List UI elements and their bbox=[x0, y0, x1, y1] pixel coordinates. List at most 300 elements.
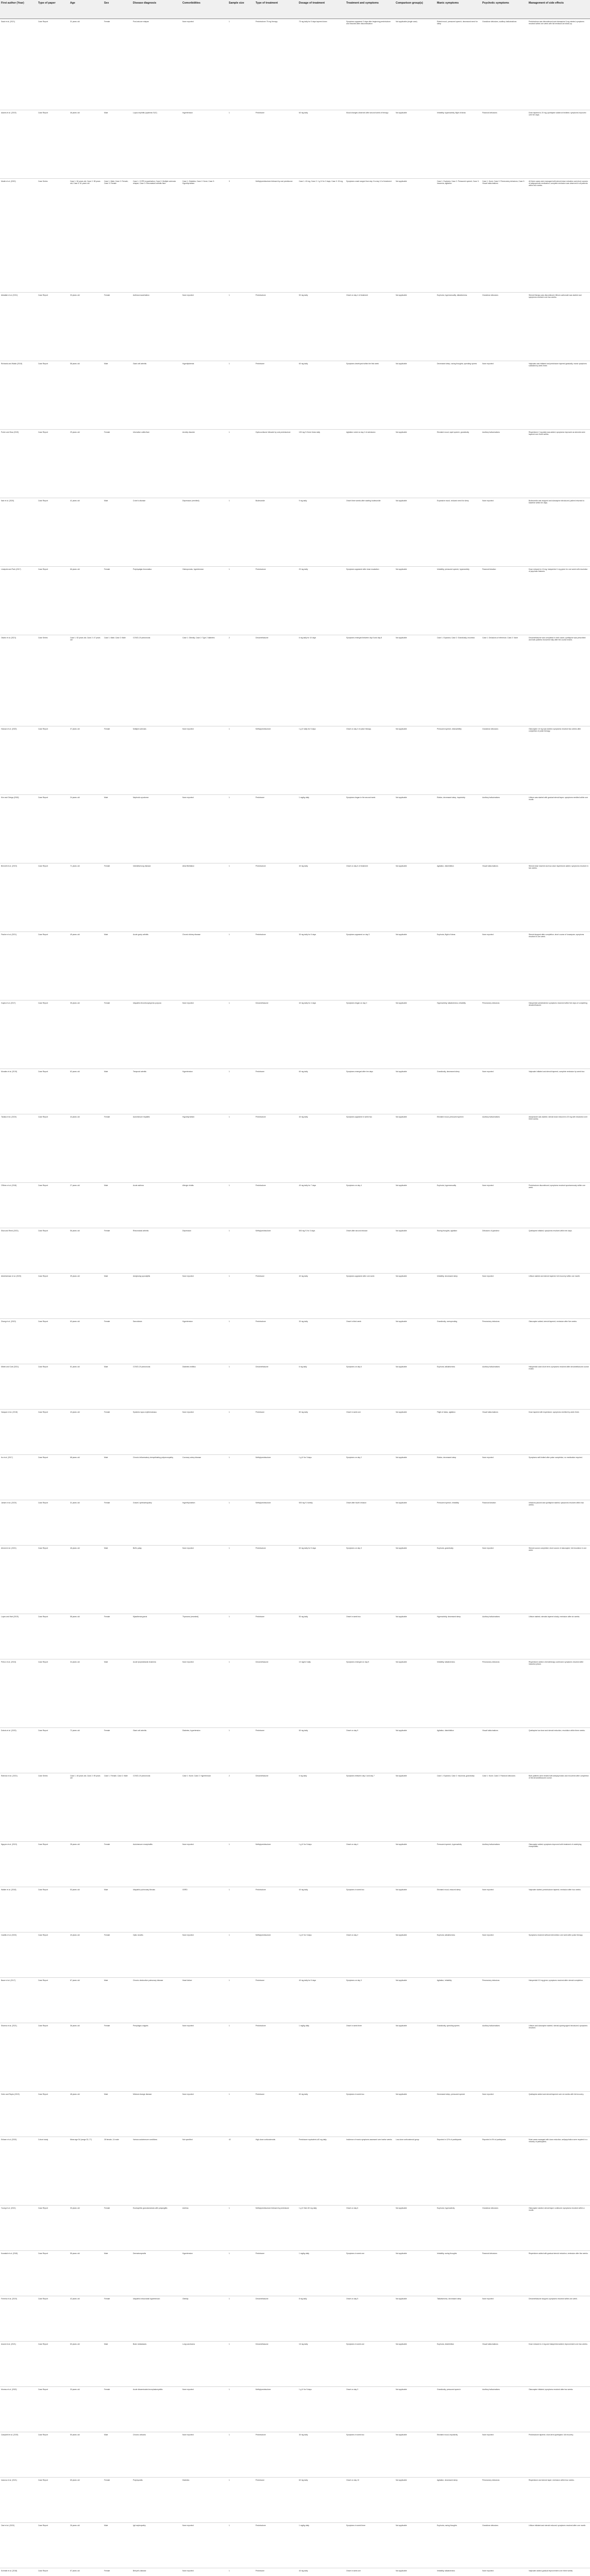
comparison-cell: Not applicable bbox=[395, 567, 436, 635]
table-row bbox=[0, 795, 590, 863]
sample-size-cell: 1 bbox=[228, 1114, 255, 1183]
dosage-cell: 1 mg/kg daily bbox=[298, 2523, 345, 2568]
sex-cell: Female bbox=[103, 2206, 132, 2251]
dosage-cell: 60 mg daily bbox=[298, 1069, 345, 1114]
sample-size-cell: 1 bbox=[228, 1546, 255, 1614]
table-row bbox=[0, 293, 590, 361]
treatment-cell: Dexamethasone bbox=[255, 2342, 298, 2387]
diagnosis-cell: COVID-19 pneumonia bbox=[132, 635, 181, 726]
column-header: Psychotic symptoms bbox=[481, 0, 528, 19]
treatment-cell: Methylprednisolone bbox=[255, 1228, 298, 1274]
manic-cell: Euphoria, talkativeness bbox=[436, 1933, 481, 1978]
treatment-cell: Prednisolone bbox=[255, 932, 298, 1001]
type-cell: Case Report bbox=[37, 1455, 69, 1500]
sex-cell: Female bbox=[103, 2023, 132, 2092]
sex-cell: Case 1: Male; Case 2: Female; Case 3: Female bbox=[103, 179, 132, 293]
sample-size-cell: 1 bbox=[228, 498, 255, 567]
table-row bbox=[0, 2523, 590, 2568]
treatment-cell: Prednisolone bbox=[255, 2432, 298, 2478]
treatment-cell: Prednisone bbox=[255, 1978, 298, 2023]
diagnosis-cell: Lupus nephritis (systemic SLE) bbox=[132, 110, 181, 179]
dosage-cell: 60 mg daily for 5 days bbox=[298, 1546, 345, 1614]
management-cell: Steroid dose lowered and low-dose risperidone added; symptoms resolved in two weeks. bbox=[528, 863, 590, 932]
table-row bbox=[0, 2387, 590, 2432]
psychotic-cell: Visual hallucinations bbox=[481, 2342, 528, 2387]
type-cell: Case Report bbox=[37, 1500, 69, 1546]
type-cell: Case Report bbox=[37, 1728, 69, 1773]
treatment-cell: Methylprednisolone bbox=[255, 1455, 298, 1500]
symptoms-cell: Symptoms on day 4 bbox=[345, 1183, 395, 1228]
management-cell: Most cases managed with dose reduction; antipsychotics were required in a minority of participants. bbox=[528, 2137, 590, 2206]
comparison-cell: Not applicable bbox=[395, 863, 436, 932]
psychotic-cell: Visual hallucinations bbox=[481, 1410, 528, 1455]
comorbidities-cell: None reported bbox=[181, 795, 228, 863]
treatment-cell: Prednisolone bbox=[255, 293, 298, 361]
age-cell: 53 years old bbox=[69, 1887, 103, 1933]
symptoms-cell: Onset on day 5 bbox=[345, 2296, 395, 2342]
symptoms-cell: Symptoms in week two bbox=[345, 2092, 395, 2137]
comorbidities-cell: Case 1: None; Case 2: Hypertension bbox=[181, 1773, 228, 1842]
table-row bbox=[0, 179, 590, 293]
symptoms-cell: Symptoms emerged between day 5 and day 8 bbox=[345, 635, 395, 726]
psychotic-cell: None reported bbox=[481, 1933, 528, 1978]
sample-size-cell: 1 bbox=[228, 1001, 255, 1069]
manic-cell: Agitation, disinhibition bbox=[436, 1728, 481, 1773]
comparison-cell: Not applicable bbox=[395, 1183, 436, 1228]
comorbidities-cell: Diabetes mellitus bbox=[181, 1364, 228, 1410]
dosage-cell: 10 mg/m2 daily bbox=[298, 1659, 345, 1728]
author-cell: Osei et al. (2020) bbox=[0, 2523, 37, 2568]
age-cell: 44 years old bbox=[69, 1114, 103, 1183]
sample-size-cell: 1 bbox=[228, 2432, 255, 2478]
management-cell: Budesonide was stopped and olanzapine introduced; patient returned to baseline within ten days. bbox=[528, 498, 590, 567]
sex-cell: Case 1: Male; Case 2: Male bbox=[103, 635, 132, 726]
age-cell: 40 years old bbox=[69, 1933, 103, 1978]
management-cell: Dexamethasone stopped; symptoms resolved within one week. bbox=[528, 2296, 590, 2342]
type-cell: Case Report bbox=[37, 1614, 69, 1659]
diagnosis-cell: Polymyositis bbox=[132, 2478, 181, 2523]
author-cell: Rahman et al. (2021) bbox=[0, 1773, 37, 1842]
column-header: Treatment and symptoms bbox=[345, 0, 395, 19]
comorbidities-cell: Hypertension bbox=[181, 1069, 228, 1114]
sample-size-cell: 1 bbox=[228, 2342, 255, 2387]
table-row bbox=[0, 1455, 590, 1500]
manic-cell: Euphoria, flight of ideas bbox=[436, 932, 481, 1001]
table-row bbox=[0, 1500, 590, 1546]
table-row bbox=[0, 361, 590, 430]
age-cell: 35 years old bbox=[69, 1001, 103, 1069]
age-cell: 48 years old bbox=[69, 2092, 103, 2137]
manic-cell: Hyperactivity, talkativeness, irritability bbox=[436, 1001, 481, 1069]
age-cell: 66 years old bbox=[69, 567, 103, 635]
symptoms-cell: Onset in week three bbox=[345, 2023, 395, 2092]
management-cell: Steroid stopped after completion; short course of lorazepam; symptoms resolved in one week. bbox=[528, 932, 590, 1001]
management-cell: Olanzapine started; steroid taper continued; symptoms resolved within a month. bbox=[528, 2206, 590, 2251]
table-row bbox=[0, 2023, 590, 2092]
comparison-cell: Not applicable bbox=[395, 795, 436, 863]
psychotic-cell: Persecutory delusions bbox=[481, 1978, 528, 2023]
table-row bbox=[0, 635, 590, 726]
sample-size-cell: 1 bbox=[228, 293, 255, 361]
age-cell: 30 years old bbox=[69, 2206, 103, 2251]
management-cell: Quetiapine low dose and steroid reduction; resolution within three weeks. bbox=[528, 1728, 590, 1773]
symptoms-cell: Symptoms in week two bbox=[345, 1887, 395, 1933]
manic-cell: Irritability, racing thoughts bbox=[436, 2251, 481, 2296]
treatment-cell: Methylprednisolone followed by prednisone bbox=[255, 2206, 298, 2251]
management-cell: Both patients were treated with antipsychotics and recovered after completion of the dexamethasone course. bbox=[528, 1773, 590, 1842]
comorbidities-cell: Diabetes bbox=[181, 2478, 228, 2523]
column-header: First author (Year) bbox=[0, 0, 37, 19]
type-cell: Case Series bbox=[37, 635, 69, 726]
dosage-cell: 1 mg/kg daily bbox=[298, 795, 345, 863]
column-header: Management of side effects bbox=[528, 0, 590, 19]
type-cell: Case Report bbox=[37, 1546, 69, 1614]
symptoms-cell: Symptoms began in the second week bbox=[345, 795, 395, 863]
treatment-cell: Dexamethasone bbox=[255, 2296, 298, 2342]
dosage-cell: 1 mg/kg daily bbox=[298, 2023, 345, 2092]
age-cell: 72 years old bbox=[69, 1728, 103, 1773]
author-cell: Kim and Ortega (2018) bbox=[0, 795, 37, 863]
comorbidities-cell: Obesity bbox=[181, 2296, 228, 2342]
diagnosis-cell: Multiple sclerosis bbox=[132, 726, 181, 795]
diagnosis-cell: Chronic inflammatory demyelinating polyneuropathy bbox=[132, 1455, 181, 1500]
diagnosis-cell: Behçet's disease bbox=[132, 2568, 181, 2576]
diagnosis-cell: Acute disseminated encephalomyelitis bbox=[132, 2387, 181, 2432]
treatment-cell: Prednisolone bbox=[255, 1319, 298, 1364]
sample-size-cell: 1 bbox=[228, 2523, 255, 2568]
treatment-cell: Methylprednisolone bbox=[255, 726, 298, 795]
comparison-cell: Not applicable bbox=[395, 1069, 436, 1114]
age-cell: 46 years old bbox=[69, 1546, 103, 1614]
sample-size-cell: 1 bbox=[228, 2206, 255, 2251]
psychotic-cell: None reported bbox=[481, 1455, 528, 1500]
age-cell: 60 years old bbox=[69, 2342, 103, 2387]
psychotic-cell: None reported bbox=[481, 1887, 528, 1933]
psychotic-cell: Grandiose delusions bbox=[481, 293, 528, 361]
manic-cell: Decreased sleep, racing thoughts, spending sprees bbox=[436, 361, 481, 430]
dosage-cell: 100 mg IV three times daily bbox=[298, 430, 345, 498]
symptoms-cell: Symptoms in week one bbox=[345, 2342, 395, 2387]
diagnosis-cell: Chronic obstructive pulmonary disease bbox=[132, 1978, 181, 2023]
psychotic-cell: Grandiose delusions bbox=[481, 2206, 528, 2251]
age-cell: 28 years old bbox=[69, 1842, 103, 1887]
dosage-cell: 40 mg daily bbox=[298, 1114, 345, 1183]
author-cell: Zhang et al. (2019) bbox=[0, 1319, 37, 1364]
treatment-cell: Prednisone bbox=[255, 1614, 298, 1659]
table-row bbox=[0, 1887, 590, 1933]
psychotic-cell: Auditory hallucinations bbox=[481, 2023, 528, 2092]
manic-cell: Grandiosity, pressured speech bbox=[436, 2387, 481, 2432]
type-cell: Case Report bbox=[37, 1069, 69, 1114]
type-cell: Case Report bbox=[37, 293, 69, 361]
symptoms-cell: Symptoms on day 3 bbox=[345, 1978, 395, 2023]
psychotic-cell: Case 1: Delusions of reference; Case 2: None bbox=[481, 635, 528, 726]
treatment-cell: Prednisolone bbox=[255, 863, 298, 932]
psychotic-cell: Grandiose delusions, auditory hallucinations bbox=[481, 19, 528, 110]
age-cell: 68 years old bbox=[69, 1455, 103, 1500]
symptoms-cell: Onset on day 9 bbox=[345, 1728, 395, 1773]
author-cell: Hassan et al. (2020) bbox=[0, 726, 37, 795]
comparison-cell: Not applicable bbox=[395, 110, 436, 179]
age-cell: 58 years old bbox=[69, 1614, 103, 1659]
age-cell: 50 years old bbox=[69, 2432, 103, 2478]
sample-size-cell: 2 bbox=[228, 1773, 255, 1842]
management-cell: Dose reduced to 10 mg; haloperidol 1 mg given for one week with resolution of psychotic features. bbox=[528, 567, 590, 635]
diagnosis-cell: Ulcerative colitis flare bbox=[132, 430, 181, 498]
sample-size-cell: 1 bbox=[228, 1455, 255, 1500]
manic-cell: Euphoria, racing thoughts bbox=[436, 2523, 481, 2568]
author-cell: Anand et al. (2021) bbox=[0, 2342, 37, 2387]
management-cell: Valproate started; prednisolone tapered; remission after four weeks. bbox=[528, 1887, 590, 1933]
dosage-cell: 30 mg daily bbox=[298, 2432, 345, 2478]
table-row bbox=[0, 2251, 590, 2296]
sex-cell: Female bbox=[103, 567, 132, 635]
author-cell: Martin et al. (2020) bbox=[0, 179, 37, 293]
treatment-cell: Prednisone bbox=[255, 361, 298, 430]
type-cell: Case Report bbox=[37, 2478, 69, 2523]
type-cell: Case Report bbox=[37, 2432, 69, 2478]
sex-cell: Case 1: Female; Case 2: Male bbox=[103, 1773, 132, 1842]
management-cell: Quetiapine added and steroid tapered over six weeks with full recovery. bbox=[528, 2092, 590, 2137]
author-cell: Sharma et al. (2021) bbox=[0, 2023, 37, 2092]
symptoms-cell: Onset in week two bbox=[345, 1614, 395, 1659]
psychotic-cell: Reported in 5% of participants bbox=[481, 2137, 528, 2206]
comorbidities-cell: None reported bbox=[181, 1933, 228, 1978]
management-cell: Haloperidol administered; symptoms resolved within five days of completing dexamethasone. bbox=[528, 1001, 590, 1069]
comparison-cell: Not applicable bbox=[395, 2251, 436, 2296]
sex-cell: Male bbox=[103, 1978, 132, 2023]
management-cell: Valproate was initiated and prednisone tapered gradually; manic symptoms subsided by week three. bbox=[528, 361, 590, 430]
manic-cell: Elated mood, pressured speech, decreased need for sleep bbox=[436, 19, 481, 110]
management-cell: Dose tapered to 20 mg; quetiapine added at bedtime; symptoms improved over ten days. bbox=[528, 110, 590, 179]
sex-cell: Female bbox=[103, 863, 132, 932]
sex-cell: Male bbox=[103, 1546, 132, 1614]
dosage-cell: 9 mg daily bbox=[298, 498, 345, 567]
age-cell: 62 years old bbox=[69, 1069, 103, 1114]
sex-cell: Female bbox=[103, 1001, 132, 1069]
author-cell: Ito et al. (2017) bbox=[0, 1455, 37, 1500]
manic-cell: Euphoria, hypersexuality, talkativeness bbox=[436, 293, 481, 361]
table-row bbox=[0, 1183, 590, 1228]
psychotic-cell: None reported bbox=[481, 1546, 528, 1614]
diagnosis-cell: Case 1: COPD exacerbation; Case 2: Multiple sclerosis relapse; Case 3: Rheumatoid arthritis flare bbox=[132, 179, 181, 293]
comorbidities-cell: None reported bbox=[181, 1001, 228, 1069]
sample-size-cell: 1 bbox=[228, 726, 255, 795]
sex-cell: Female bbox=[103, 19, 132, 110]
symptoms-cell: Symptoms in week two bbox=[345, 2432, 395, 2478]
dosage-cell: 8 mg daily bbox=[298, 2296, 345, 2342]
age-cell: 63 years old bbox=[69, 1319, 103, 1364]
treatment-cell: Dexamethasone bbox=[255, 1659, 298, 1728]
author-cell: O'Brien et al. (2018) bbox=[0, 1183, 37, 1228]
psychotic-cell: None reported bbox=[481, 932, 528, 1001]
author-cell: Castillo et al. (2020) bbox=[0, 1933, 37, 1978]
comorbidities-cell: Hypothyroidism bbox=[181, 1114, 228, 1183]
symptoms-cell: Incidence of manic symptoms assessed over twelve weeks bbox=[345, 2137, 395, 2206]
table-row bbox=[0, 2432, 590, 2478]
table-row bbox=[0, 1274, 590, 1319]
column-header: Type of treatment bbox=[255, 0, 298, 19]
management-cell: Steroid therapy was discontinued; lithium carbonate was started and symptoms resolved over two weeks. bbox=[528, 293, 590, 361]
column-header: Sex bbox=[103, 0, 132, 19]
treatment-cell: Hydrocortisone followed by oral prednisolone bbox=[255, 430, 298, 498]
symptoms-cell: Onset in week one bbox=[345, 1410, 395, 1455]
dosage-cell: 30 mg daily for 5 days bbox=[298, 932, 345, 1001]
treatment-cell: Methylprednisolone bbox=[255, 2387, 298, 2432]
psychotic-cell: None reported bbox=[481, 1069, 528, 1114]
sex-cell: Male bbox=[103, 1887, 132, 1933]
sex-cell: Female bbox=[103, 2387, 132, 2432]
comparison-cell: Not applicable bbox=[395, 635, 436, 726]
diagnosis-cell: Interstitial lung disease bbox=[132, 863, 181, 932]
comorbidities-cell: Depression bbox=[181, 1228, 228, 1274]
psychotic-cell: Paranoid delusions bbox=[481, 2251, 528, 2296]
symptoms-cell: Symptoms began on day 2 bbox=[345, 1001, 395, 1069]
comorbidities-cell: Diabetes, hypertension bbox=[181, 1728, 228, 1773]
age-cell: 26 years old bbox=[69, 2523, 103, 2568]
manic-cell: Pressured speech, distractibility bbox=[436, 726, 481, 795]
diagnosis-cell: Pemphigus vulgaris bbox=[132, 2023, 181, 2092]
diagnosis-cell: Systemic lupus erythematosus bbox=[132, 1410, 181, 1455]
symptoms-cell: Symptoms appeared in week two bbox=[345, 1114, 395, 1183]
dosage-cell: 1 g IV then 60 mg daily bbox=[298, 2206, 345, 2251]
symptoms-cell: Mood changes observed after second week of therapy bbox=[345, 110, 395, 179]
symptoms-cell: Symptoms between day 4 and day 7 bbox=[345, 1773, 395, 1842]
management-cell: Risperidone added with gradual steroid reduction; remission after five weeks. bbox=[528, 2251, 590, 2296]
comorbidities-cell: None reported bbox=[181, 1274, 228, 1319]
age-cell: 43 years old bbox=[69, 1410, 103, 1455]
sex-cell: Female bbox=[103, 1842, 132, 1887]
sample-size-cell: 1 bbox=[228, 1887, 255, 1933]
diagnosis-cell: Acute lymphoblastic leukemia bbox=[132, 1659, 181, 1728]
table-row bbox=[0, 1773, 590, 1842]
type-cell: Case Report bbox=[37, 1887, 69, 1933]
sample-size-cell: 1 bbox=[228, 795, 255, 863]
diagnosis-cell: Autoimmune encephalitis bbox=[132, 1842, 181, 1887]
management-cell: Risperidone and steroid taper; remission within four weeks. bbox=[528, 2478, 590, 2523]
comparison-cell: Not applicable bbox=[395, 1728, 436, 1773]
table-row bbox=[0, 430, 590, 498]
type-cell: Case Report bbox=[37, 1228, 69, 1274]
sex-cell: Male bbox=[103, 1364, 132, 1410]
author-cell: Lopez and Hart (2019) bbox=[0, 1614, 37, 1659]
age-cell: 24 years old bbox=[69, 795, 103, 863]
treatment-cell: Methylprednisolone bbox=[255, 1500, 298, 1546]
diagnosis-cell: COVID-19 pneumonia bbox=[132, 1773, 181, 1842]
comparison-cell: Not applicable bbox=[395, 2568, 436, 2576]
sex-cell: Female bbox=[103, 1500, 132, 1546]
comparison-cell: Not applicable bbox=[395, 1887, 436, 1933]
sample-size-cell: 1 bbox=[228, 932, 255, 1001]
comparison-cell: Not applicable bbox=[395, 1319, 436, 1364]
dosage-cell: 1 g IV for 3 days bbox=[298, 1933, 345, 1978]
type-cell: Case Report bbox=[37, 2342, 69, 2387]
manic-cell: Euphoria, hyperactivity bbox=[436, 2206, 481, 2251]
type-cell: Case Report bbox=[37, 1978, 69, 2023]
comparison-cell: Not applicable bbox=[395, 1842, 436, 1887]
diagnosis-cell: Sarcoidosis bbox=[132, 1319, 181, 1364]
management-cell: Aripiprazole was started; steroid dose reduced to 20 mg with resolution over three weeks. bbox=[528, 1114, 590, 1183]
author-cell: Fischer et al. (2021) bbox=[0, 932, 37, 1001]
author-cell: Ferreira et al. (2019) bbox=[0, 2296, 37, 2342]
sample-size-cell: 1 bbox=[228, 1228, 255, 1274]
comorbidities-cell: None reported bbox=[181, 2387, 228, 2432]
management-cell: Olanzapine added; symptoms improved with treatment of underlying encephalitis. bbox=[528, 1842, 590, 1887]
dosage-cell: 1 mg/kg daily bbox=[298, 2251, 345, 2296]
table-row bbox=[0, 19, 590, 110]
treatment-cell: Methylprednisolone followed by oral prednisone bbox=[255, 179, 298, 293]
author-cell: Richards and Walsh (2018) bbox=[0, 361, 37, 430]
sample-size-cell: 1 bbox=[228, 1842, 255, 1887]
comparison-cell: Not applicable bbox=[395, 1614, 436, 1659]
comparison-cell: Not applicable bbox=[395, 1364, 436, 1410]
symptoms-cell: Onset on day 10 bbox=[345, 2478, 395, 2523]
symptoms-cell: Onset in week one bbox=[345, 2568, 395, 2576]
dosage-cell: 6 mg daily bbox=[298, 1364, 345, 1410]
manic-cell: Grandiosity, decreased sleep bbox=[436, 1069, 481, 1114]
type-cell: Case Report bbox=[37, 110, 69, 179]
sex-cell: Female bbox=[103, 1933, 132, 1978]
management-cell: Dose tapered with risperidone; symptoms remitted by week three. bbox=[528, 1410, 590, 1455]
sample-size-cell: 3 bbox=[228, 179, 255, 293]
dosage-cell: 80 mg daily bbox=[298, 1410, 345, 1455]
sample-size-cell: 1 bbox=[228, 1364, 255, 1410]
management-cell: Risperidone 2 mg daily was added; symptoms improved as steroids were tapered over three weeks. bbox=[528, 430, 590, 498]
diagnosis-cell: Rheumatoid arthritis bbox=[132, 1228, 181, 1274]
comparison-cell: Not applicable bbox=[395, 293, 436, 361]
symptoms-cell: Symptoms appeared after dose escalation bbox=[345, 567, 395, 635]
type-cell: Case Report bbox=[37, 567, 69, 635]
psychotic-cell: Auditory hallucinations bbox=[481, 2387, 528, 2432]
dosage-cell: 1 g IV for 3 days bbox=[298, 1455, 345, 1500]
comorbidities-cell: None reported bbox=[181, 293, 228, 361]
comparison-cell: Not applicable bbox=[395, 2206, 436, 2251]
type-cell: Case Report bbox=[37, 1114, 69, 1183]
dosage-cell: 60 mg daily bbox=[298, 2092, 345, 2137]
psychotic-cell: Paranoid ideation bbox=[481, 567, 528, 635]
author-cell: Jansen et al. (2020) bbox=[0, 1500, 37, 1546]
treatment-cell: Prednisolone bbox=[255, 1183, 298, 1228]
psychotic-cell: Paranoid delusions bbox=[481, 110, 528, 179]
author-cell: Schmidt et al. (2018) bbox=[0, 2568, 37, 2576]
manic-cell: Case 1: Euphoria; Case 2: Grandiosity, insomnia bbox=[436, 635, 481, 726]
author-cell: Mbeki and Cole (2021) bbox=[0, 1364, 37, 1410]
comorbidities-cell: Heart failure bbox=[181, 1978, 228, 2023]
sex-cell: Male bbox=[103, 361, 132, 430]
symptoms-cell: Onset three weeks after starting budesonide bbox=[345, 498, 395, 567]
author-cell: Morales et al. (2019) bbox=[0, 1069, 37, 1114]
sample-size-cell: 1 bbox=[228, 1500, 255, 1546]
symptoms-cell: Symptoms developed within the first week bbox=[345, 361, 395, 430]
psychotic-cell: Auditory hallucinations bbox=[481, 1614, 528, 1659]
comorbidities-cell: None reported bbox=[181, 2568, 228, 2576]
table-row bbox=[0, 567, 590, 635]
diagnosis-cell: Eosinophilic granulomatosis with polyangiitis bbox=[132, 2206, 181, 2251]
age-cell: 49 years old bbox=[69, 932, 103, 1001]
symptoms-cell: Symptoms on day 3 bbox=[345, 1546, 395, 1614]
type-cell: Case Series bbox=[37, 179, 69, 293]
table-row bbox=[0, 1728, 590, 1773]
comparison-cell: Not applicable bbox=[395, 2342, 436, 2387]
dosage-cell: Case 1: 40 mg; Case 2: 1 g IV for 3 days; Case 3: 30 mg bbox=[298, 179, 345, 293]
dosage-cell: 60 mg daily bbox=[298, 361, 345, 430]
diagnosis-cell: Minimal change disease bbox=[132, 2092, 181, 2137]
comorbidities-cell: Hyperlipidemia bbox=[181, 361, 228, 430]
sex-cell: Female bbox=[103, 1319, 132, 1364]
sample-size-cell: 1 bbox=[228, 110, 255, 179]
type-cell: Case Report bbox=[37, 1659, 69, 1728]
sex-cell: Male bbox=[103, 1183, 132, 1228]
